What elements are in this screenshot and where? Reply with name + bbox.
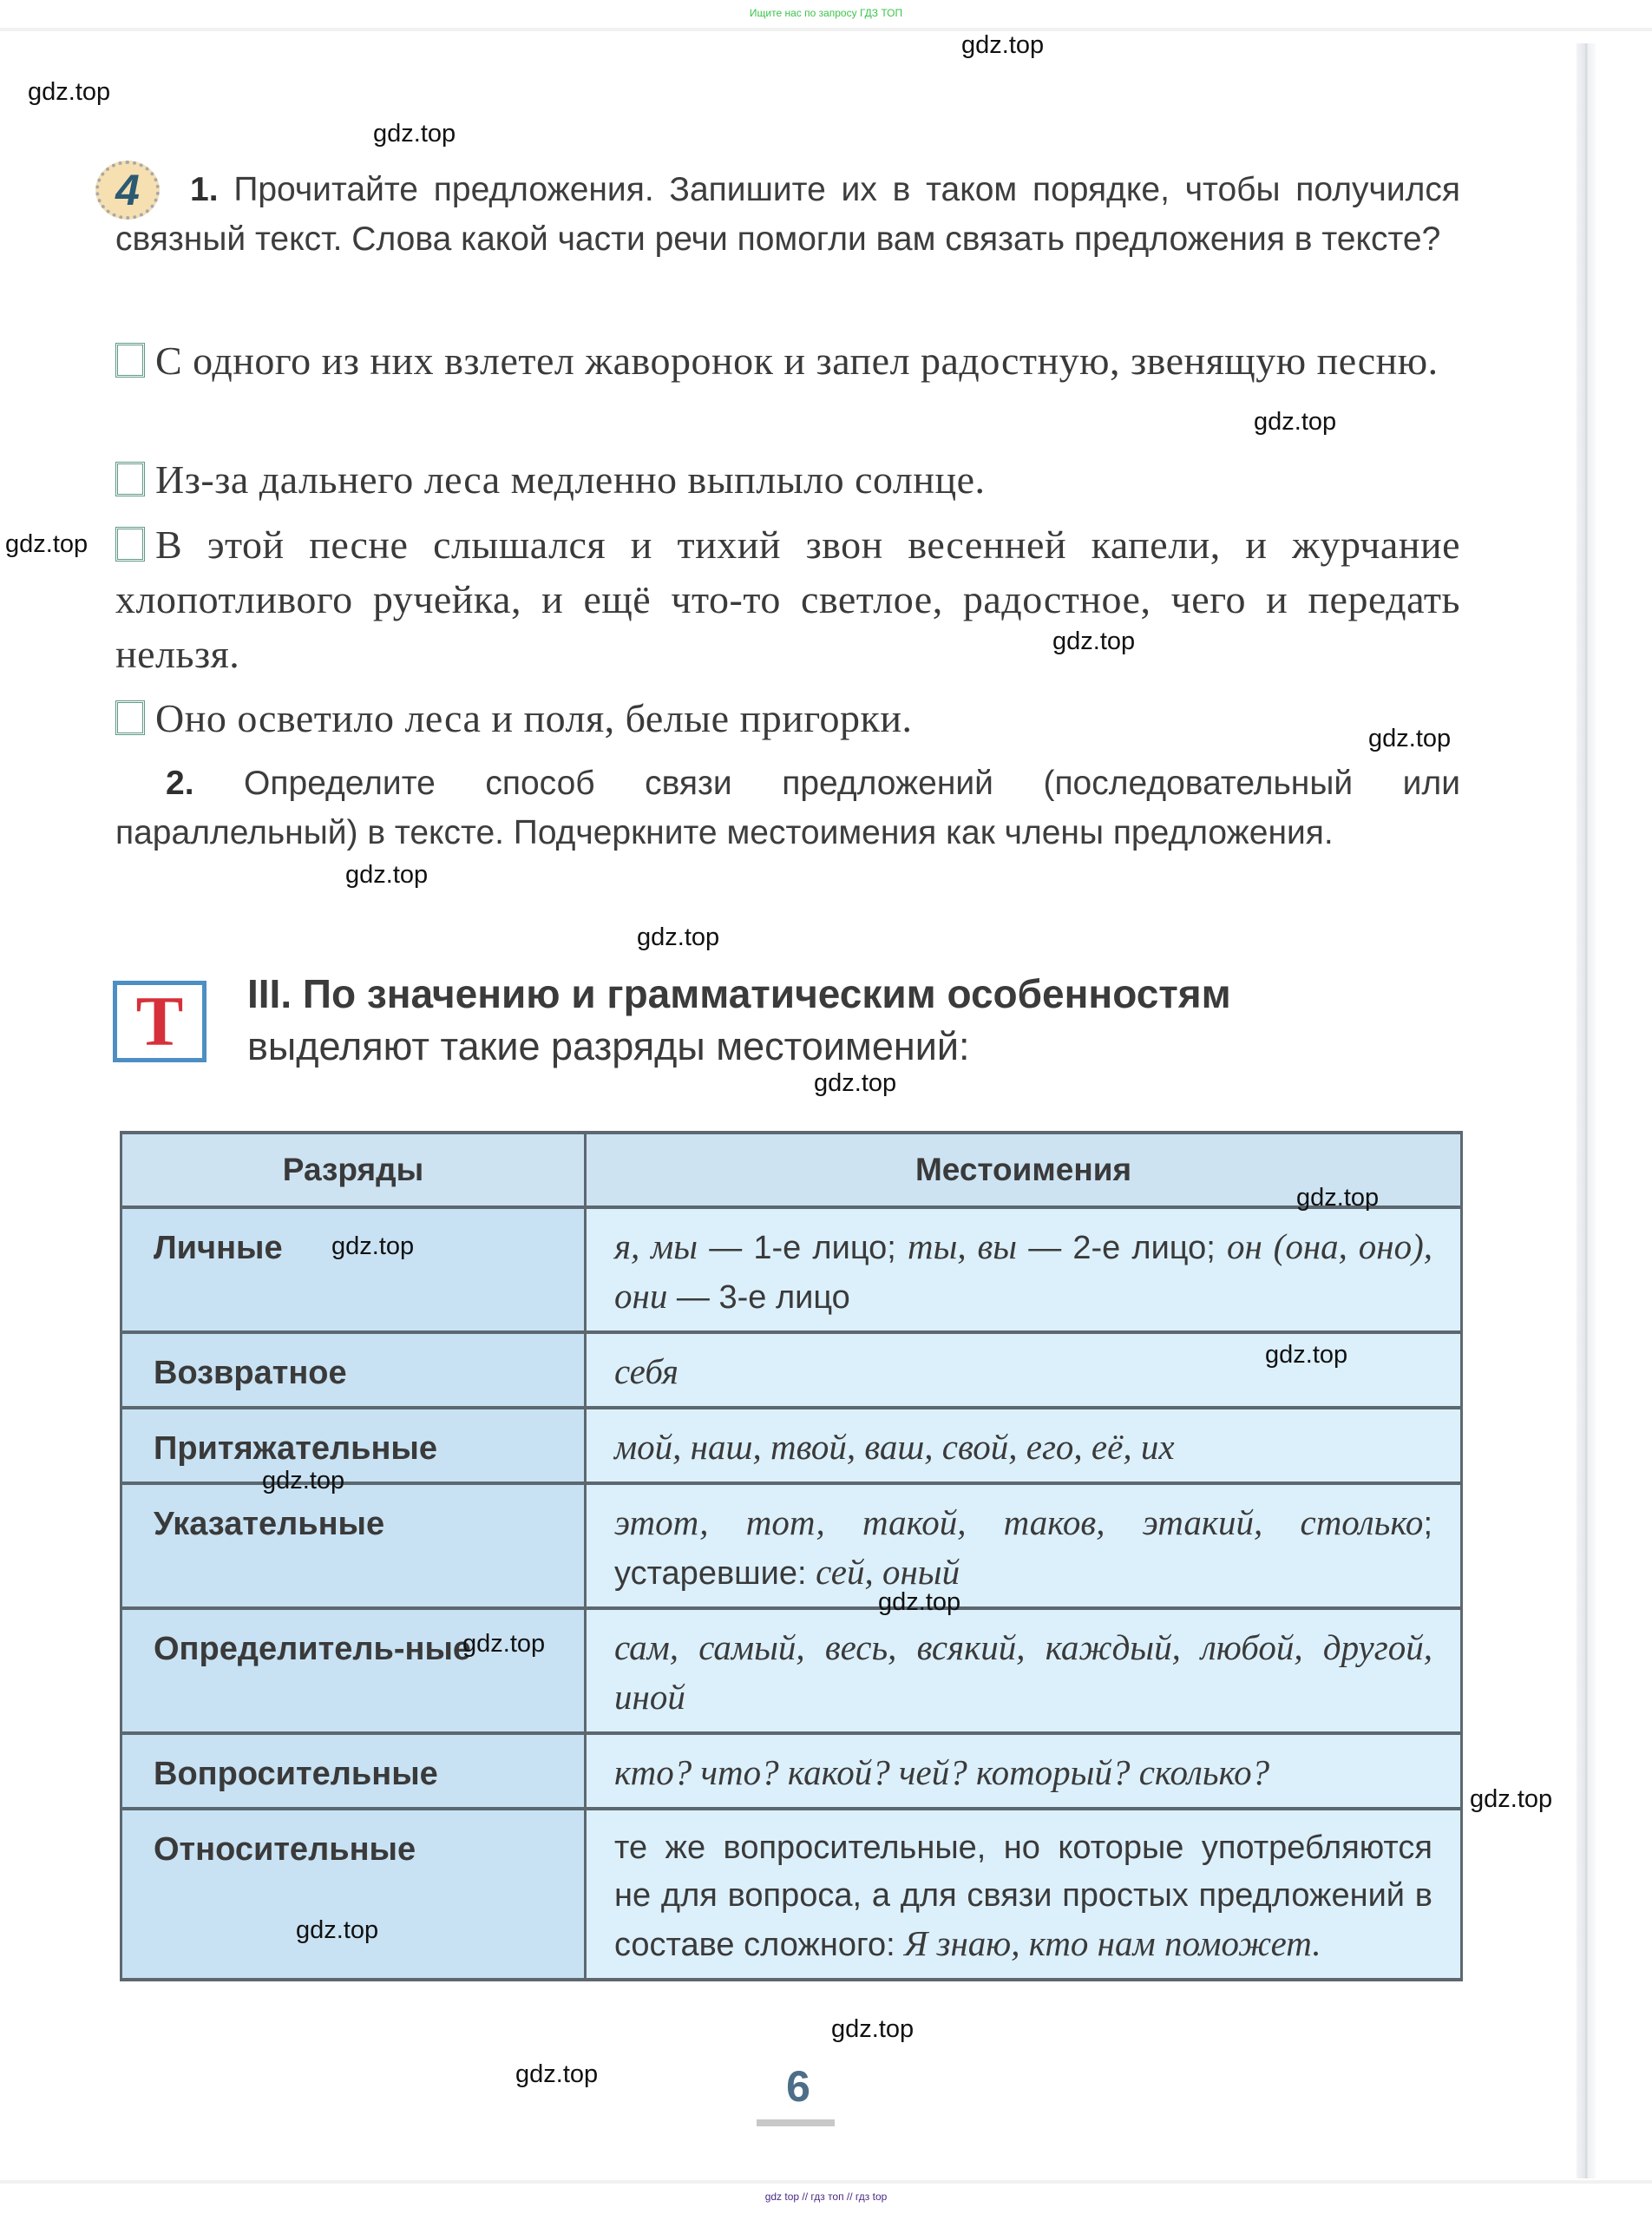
top-banner (0, 0, 1652, 31)
pronoun-example-text: ; устаревшие: (614, 1506, 1432, 1592)
pronoun-example-text: те же вопросительные, но которые употребляются не для вопроса, а для связи простых предложений в составе сложного: (614, 1830, 1432, 1963)
pronoun-category: Возвратное (121, 1332, 586, 1408)
page-number: 6 (786, 2062, 810, 2111)
task-1-number: 1. (190, 171, 219, 208)
table-row (121, 1332, 1462, 1408)
watermark: gdz.top (462, 1630, 546, 1658)
header-pronouns: Местоимения (586, 1133, 1462, 1207)
watermark: gdz.top (814, 1069, 897, 1097)
pronoun-examples (586, 1207, 1462, 1332)
watermark: gdz.top (831, 2015, 914, 2043)
sentence-3 (115, 517, 1460, 681)
watermark: gdz.top (28, 78, 111, 106)
watermark: gdz.top (1265, 1341, 1348, 1369)
pronoun-example-italic: сей, оный (816, 1552, 960, 1592)
table-header-row (121, 1133, 1462, 1207)
pronoun-examples (586, 1608, 1462, 1733)
sentence-3-text: В этой песне слышался и тихий звон весенней капели, и журчание хлопотливого ручейка, и ещё что-то светлое, радостное, чего и передать нельзя. (115, 522, 1460, 676)
pronoun-example-italic: Я знаю, кто нам поможет. (904, 1923, 1321, 1963)
watermark: gdz.top (345, 861, 429, 889)
watermark: gdz.top (1296, 1184, 1380, 1212)
sentence-1-text: С одного из них взлетел жаворонок и запел радостную, звенящую песню. (155, 338, 1439, 383)
pronoun-example-italic: кто? что? какой? чей? который? сколько? (614, 1752, 1270, 1792)
sentence-2 (115, 452, 1460, 507)
task-2-text: Определите способ связи предложений (последовательный или параллельный) в тексте. Подчеркните местоимения как члены предложения. (115, 765, 1460, 851)
theory-subtitle: выделяют такие разряды местоимений: (247, 1024, 970, 1068)
header-categories: Разряды (121, 1133, 586, 1207)
pronoun-example-italic: я, мы (614, 1226, 698, 1266)
watermark: gdz.top (1254, 408, 1337, 436)
watermark: gdz.top (262, 1467, 345, 1495)
sentence-4 (115, 691, 1460, 746)
watermark: gdz.top (1470, 1785, 1553, 1813)
pronoun-examples (586, 1733, 1462, 1809)
bottom-banner (0, 2180, 1652, 2214)
order-checkbox-3[interactable] (115, 527, 145, 562)
pronoun-example-italic: сам, самый, весь, всякий, каждый, любой, другой, иной (614, 1627, 1432, 1717)
page-spine (1577, 43, 1596, 2178)
pronoun-example-italic: себя (614, 1351, 678, 1391)
task-1 (115, 165, 1460, 264)
top-banner-text: Ищите нас по запросу ГДЗ ТОП (749, 7, 903, 19)
task-2 (115, 759, 1460, 857)
table-row (121, 1207, 1462, 1332)
exercise-number: 4 (115, 166, 140, 214)
watermark: gdz.top (296, 1916, 379, 1944)
pronoun-category: Указательные (121, 1483, 586, 1608)
pronoun-categories-table (120, 1131, 1463, 1981)
watermark: gdz.top (515, 2060, 599, 2088)
pronoun-example-text: — 3-е лицо (667, 1279, 850, 1316)
pronoun-category: Личные (121, 1207, 586, 1332)
watermark: gdz.top (331, 1232, 415, 1260)
task-2-number: 2. (166, 765, 194, 802)
watermark: gdz.top (373, 120, 456, 148)
pronoun-examples (586, 1408, 1462, 1483)
table-row (121, 1809, 1462, 1980)
sentence-1 (115, 333, 1460, 388)
table-row (121, 1733, 1462, 1809)
watermark: gdz.top (1052, 627, 1136, 655)
watermark: gdz.top (1368, 725, 1452, 752)
bottom-banner-text: gdz top // гдз топ // гдз top (764, 2191, 888, 2203)
theory-title: III. По значению и грамматическим особенностям (247, 971, 1231, 1016)
theory-icon (113, 981, 206, 1062)
table-row (121, 1608, 1462, 1733)
order-checkbox-1[interactable] (115, 343, 145, 378)
page-number-underline (757, 2119, 835, 2126)
table-row (121, 1483, 1462, 1608)
pronoun-examples (586, 1483, 1462, 1608)
watermark: gdz.top (5, 530, 88, 558)
sentence-4-text: Оно осветило леса и поля, белые пригорки. (155, 696, 913, 740)
pronoun-category: Относительные (121, 1809, 586, 1980)
order-checkbox-4[interactable] (115, 700, 145, 735)
watermark: gdz.top (961, 31, 1045, 59)
pronoun-example-italic: мой, наш, твой, ваш, свой, его, её, их (614, 1427, 1175, 1467)
pronoun-example-italic: он (она, оно), они (614, 1226, 1432, 1316)
order-checkbox-2[interactable] (115, 462, 145, 496)
pronoun-example-italic: этот, тот, такой, таков, этакий, столько (614, 1502, 1424, 1542)
pronoun-example-italic: ты, вы (908, 1226, 1018, 1266)
pronoun-examples (586, 1809, 1462, 1980)
task-1-text: Прочитайте предложения. Запишите их в таком порядке, чтобы получился связный текст. Слова какой части речи помогли вам связать предложения в тексте? (115, 171, 1460, 258)
pronoun-example-text: — 1-е лицо; (698, 1230, 908, 1266)
pronoun-category: Вопросительные (121, 1733, 586, 1809)
pronoun-example-text: — 2-е лицо; (1017, 1230, 1227, 1266)
pronoun-category: Притяжательные (121, 1408, 586, 1483)
watermark: gdz.top (637, 923, 720, 951)
theory-icon-letter: Т (135, 982, 184, 1061)
pronoun-category: Определитель-ные (121, 1608, 586, 1733)
watermark: gdz.top (878, 1588, 961, 1616)
sentence-2-text: Из-за дальнего леса медленно выплыло солнце. (155, 457, 986, 502)
